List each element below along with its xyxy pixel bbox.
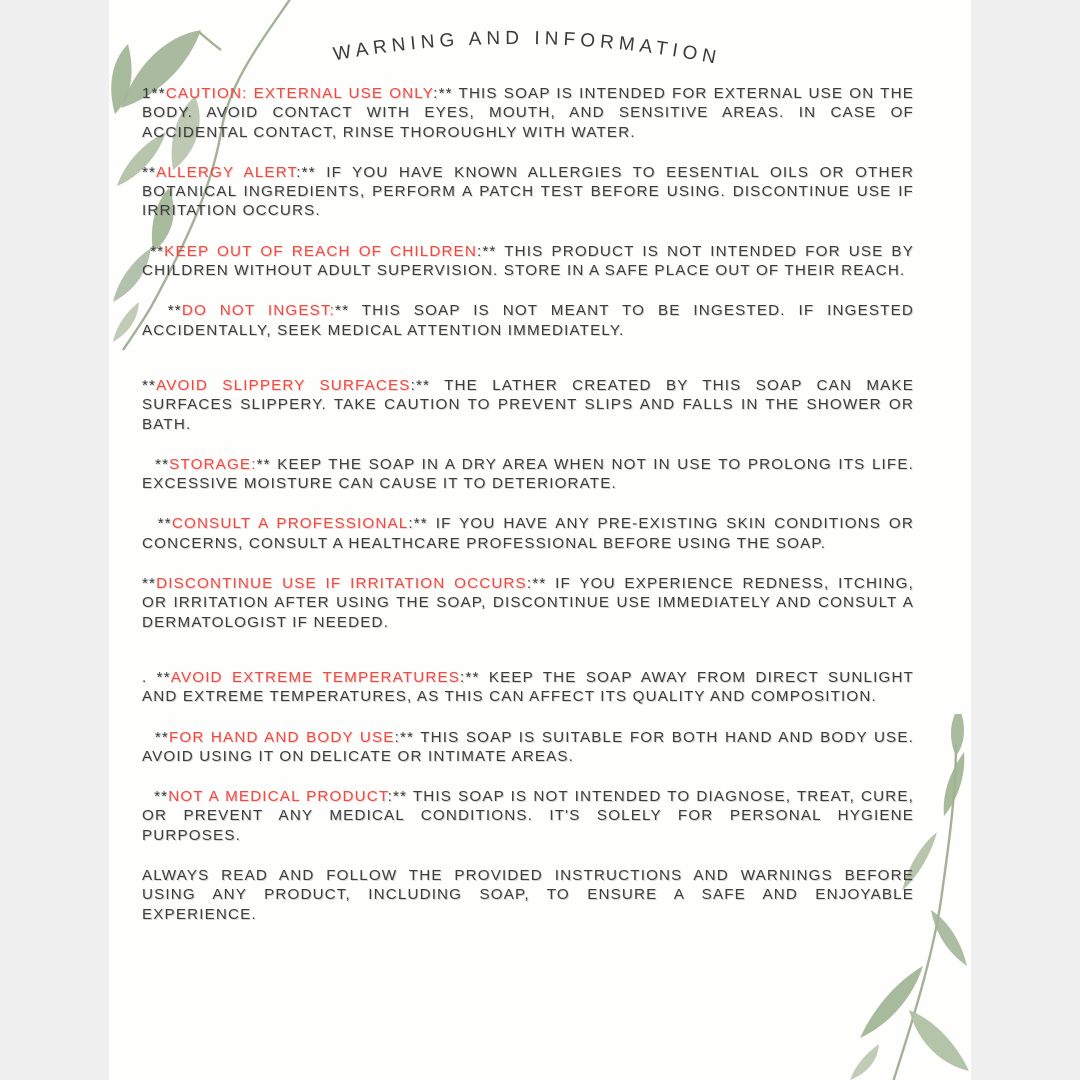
warning-paragraph [142,455,920,494]
warning-paragraph [142,866,920,924]
warning-text: :** THIS PRODUCT IS NOT INTENDED FOR USE BY CHILDREN WITHOUT ADULT SUPERVISION. STORE IN A SAFE PLACE OUT OF THEIR REACH. [142,242,920,280]
warning-text: ** [142,242,165,260]
warning-text: :** IF YOU HAVE ANY PRE-EXISTING SKIN CONDITIONS OR CONCERNS, CONSULT A HEALTHCARE PROFESSIONAL BEFORE USING THE SOAP. [142,515,920,552]
warning-paragraph [142,668,919,707]
page-title-text: WARNING AND INFORMATION [331,27,723,70]
warning-paragraph [142,728,919,767]
warning-paragraph [142,376,920,434]
warning-heading: KEEP OUT OF REACH OF CHILDREN [164,242,477,260]
warning-paragraph [142,301,919,340]
warning-text: ** [142,376,157,394]
warning-text: ** THIS SOAP IS NOT MEANT TO BE INGESTED. IF INGESTED ACCIDENTALLY, SEEK MEDICAL ATTENTION IMMEDIATELY. [142,302,919,339]
warning-text: ** [142,788,169,806]
warnings-list [142,84,920,945]
warning-heading: FOR HAND AND BODY USE [168,728,395,746]
warning-text: ** [142,455,170,473]
warning-paragraph [142,787,920,845]
warning-text: ** KEEP THE SOAP IN A DRY AREA WHEN NOT IN USE TO PROLONG ITS LIFE. EXCESSIVE MOISTURE CAN CAUSE IT TO DETERIORATE. [142,455,920,493]
warning-text: :** THE LATHER CREATED BY THIS SOAP CAN MAKE SURFACES SLIPPERY. TAKE CAUTION TO PREVENT SLIPS AND FALLS IN THE SHOWER OR BATH. [142,376,920,433]
warning-heading: CAUTION: EXTERNAL USE ONLY [165,85,434,102]
page-title [327,16,727,76]
warning-text: :** THIS SOAP IS INTENDED FOR EXTERNAL USE ON THE BODY. AVOID CONTACT WITH EYES, MOUTH, AND SENSITIVE AREAS. IN CASE OF ACCIDENTAL CONTACT, RINSE THOROUGHLY WITH WATER. [142,85,920,141]
warning-heading: DO NOT INGEST: [181,302,336,320]
warning-text: ** [142,163,157,181]
warning-paragraph [142,163,920,221]
warning-text: 1** [142,85,166,102]
warning-text: :** IF YOU HAVE KNOWN ALLERGIES TO EESENTIAL OILS OR OTHER BOTANICAL INGREDIENTS, PERFORM A PATCH TEST BEFORE USING. DISCONTINUE USE IF IRRITATION OCCURS. [142,163,920,220]
warning-text: ** [142,728,169,746]
warning-text: . ** [142,668,171,686]
warning-heading: STORAGE: [169,455,257,473]
warning-paragraph [142,514,920,553]
warning-text: ** [142,575,157,593]
warning-text: :** IF YOU EXPERIENCE REDNESS, ITCHING, OR IRRITATION AFTER USING THE SOAP, DISCONTINUE USE IMMEDIATELY AND CONSULT A DERMATOLOGIST IF NEEDED. [142,575,920,631]
warning-heading: AVOID EXTREME TEMPERATURES [170,668,461,686]
warning-heading: ALLERGY ALERT [156,163,297,181]
warning-text: :** THIS SOAP IS SUITABLE FOR BOTH HAND AND BODY USE. AVOID USING IT ON DELICATE OR INTIMATE AREAS. [142,728,919,765]
warning-paragraph [142,574,920,632]
warning-text: :** THIS SOAP IS NOT INTENDED TO DIAGNOSE, TREAT, CURE, OR PREVENT ANY MEDICAL CONDITIONS. IT'S SOLELY FOR PERSONAL HYGIENE PURPOSES. [142,788,920,844]
warning-paragraph [142,84,920,142]
warning-paragraph [142,242,920,281]
warning-text: ALWAYS READ AND FOLLOW THE PROVIDED INSTRUCTIONS AND WARNINGS BEFORE USING ANY PRODUCT, INCLUDING SOAP, TO ENSURE A SAFE AND ENJOYABLE EXPERIENCE. [142,867,920,923]
warning-text: :** KEEP THE SOAP AWAY FROM DIRECT SUNLIGHT AND EXTREME TEMPERATURES, AS THIS CAN AFFECT ITS QUALITY AND COMPOSITION. [142,668,919,706]
warning-heading: DISCONTINUE USE IF IRRITATION OCCURS [156,575,527,593]
warning-heading: AVOID SLIPPERY SURFACES [156,376,411,394]
warning-text: ** [142,515,172,533]
warning-heading: NOT A MEDICAL PRODUCT [168,788,388,806]
soap-warning-label-page [109,0,971,1080]
warning-heading: CONSULT A PROFESSIONAL [171,515,409,533]
warning-text: ** [142,302,182,320]
svg-text:WARNING AND INFORMATION [332,28,723,69]
